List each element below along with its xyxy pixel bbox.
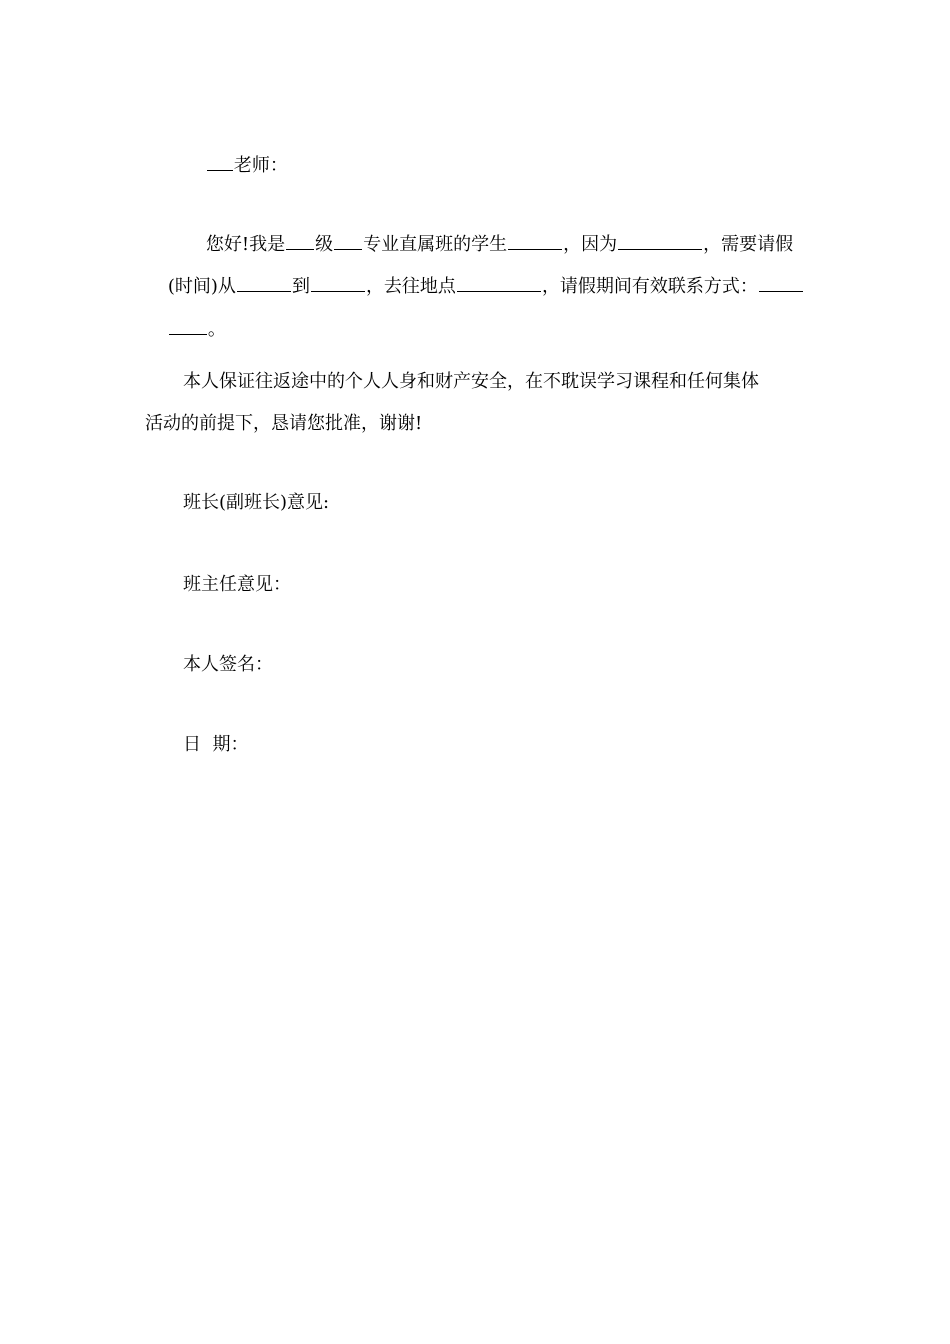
teacher-opinion-label: 班主任意见： bbox=[183, 574, 291, 595]
request-text-1: 您好!我是 bbox=[205, 234, 286, 255]
request-text-6: (时间)从 bbox=[167, 276, 236, 297]
request-line-3 bbox=[145, 290, 226, 369]
time-to-blank bbox=[311, 273, 365, 292]
contact-blank-1 bbox=[759, 273, 803, 292]
request-line-2 bbox=[145, 247, 804, 326]
guarantee-line-2: 活动的前提下，恳请您批准，谢谢! bbox=[145, 413, 423, 434]
guarantee-line-1: 本人保证往返途中的个人人身和财产安全，在不耽误学习课程和任何集体 bbox=[183, 371, 759, 392]
request-text-2: 级 bbox=[315, 234, 334, 255]
request-text-4: ，因为 bbox=[563, 234, 618, 255]
teacher-name-blank bbox=[207, 152, 233, 171]
request-text-5: ，需要请假 bbox=[703, 234, 794, 255]
signature-label: 本人签名： bbox=[183, 654, 273, 675]
salutation-text: 老师： bbox=[233, 155, 288, 176]
request-text-10: 。 bbox=[207, 319, 226, 340]
contact-blank-2 bbox=[169, 316, 207, 335]
salutation-line bbox=[183, 126, 288, 205]
destination-blank bbox=[457, 273, 541, 292]
monitor-opinion-label: 班长(副班长)意见: bbox=[183, 492, 330, 513]
date-label: 日 期： bbox=[183, 734, 249, 755]
request-text-8: ，去往地点 bbox=[365, 276, 456, 297]
time-from-blank bbox=[237, 273, 291, 292]
request-text-9: ，请假期间有效联系方式： bbox=[541, 276, 758, 297]
request-text-3: 专业直属班的学生 bbox=[363, 234, 508, 255]
request-text-7: 到 bbox=[291, 276, 310, 297]
